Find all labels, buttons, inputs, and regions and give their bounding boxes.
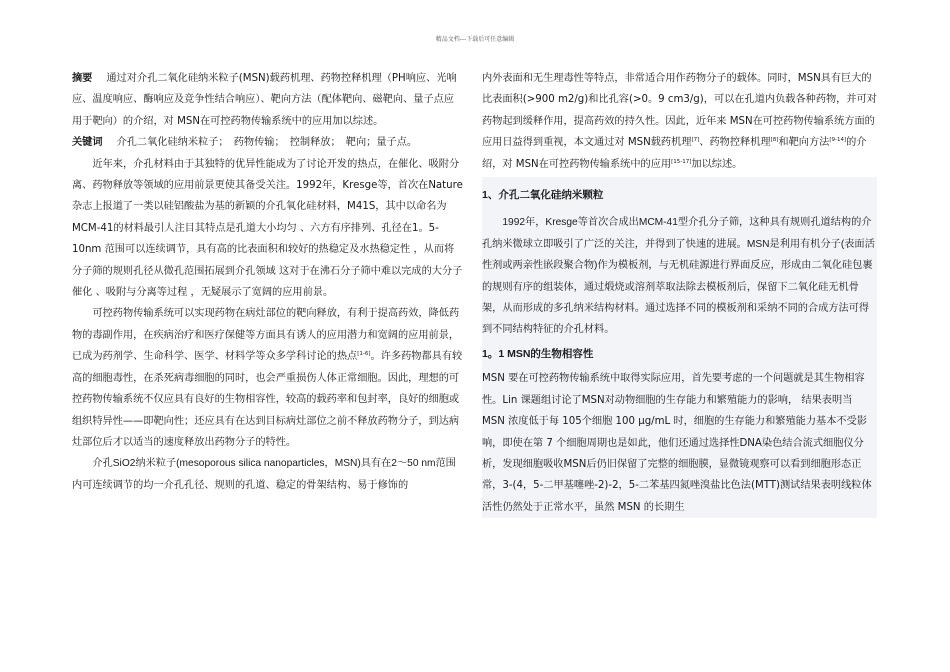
section-1-1-heading: 1。1 MSN的生物相容性	[482, 347, 594, 360]
continuation-text-b: 、药物控释机理	[699, 137, 771, 149]
abstract-text: 通过对介孔二氧化硅纳米粒子(MSN)载药机理、药物控释机理（PH响应、光响应、温度响应、酶响应及竞争性结合响应）、靶向方法（配体靶向、磁靶向、量子点应用于靶向）的介绍，对 MSN在可控药物传输系统中的应用加以综述。	[72, 73, 457, 127]
citation-7: [7]	[691, 137, 700, 144]
left-column	[72, 68, 464, 496]
abstract-paragraph	[72, 68, 464, 132]
section-1-paragraph: 1992年，Kresge等首次合成出MCM-41型介孔分子筛，这种具有规则孔道结构的介孔纳米微球立即吸引了广泛的关注，并得到了快速的进展。MSN是利用有机分子(表面活性剂或两亲性嵌段聚合物)作为模板剂，与无机硅源进行界面反应，形成由二氧化硅包裹的规则有序的组装体，通过煅烧或溶剂萃取法除去模板剂后，保留下二氧化硅无机骨架，从而形成的多孔纳米结构材料。通过选择不同的模板剂和采纳不同的合成方法可得到不同结构特征的介孔材料。	[482, 217, 875, 336]
section-1-block	[482, 177, 877, 518]
citation-8: [8]	[770, 137, 779, 144]
citation-15-17: [15-17]	[671, 158, 692, 165]
section-1-heading: 1、介孔二氧化硅纳米颗粒	[482, 189, 604, 202]
section-1-1-paragraph: MSN 要在可控药物传输系统中取得实际应用，首先要考虑的一个问题就是其生物相容性。Lin 课题组讨论了MSN对动物细胞的生存能力和繁殖能力的影响， 结果表明当 MSN 浓度低于每 105个细胞 100 μg/mL 时，细胞的生存能力和繁殖能力基本不受影响，即使在第 7 个细胞周期也是如此，他们还通过选择性DNA染色结合流式细胞仪分析，发现细胞吸收MSN后仍旧保留了完整的细胞膜，显微镜观察可以看到细胞形态正常，3-(4，5-二甲基噻唑-2)-2，5-二苯基四氮唑溴盐比色法(MTT)测试结果表明线粒体活性仍然处于正常水平，虽然 MSN 的长期生	[482, 373, 872, 513]
intro-paragraph-2	[72, 303, 464, 453]
intro-paragraph-2-text-a: 可控药物传输系统可以实现药物在病灶部位的靶向释放，有利于提高药效，降低药物的毒副作用，在疾病治疗和医疗保健等方面具有诱人的应用潜力和宽阔的应用前景，已成为药剂学、生命科学、医学、材料学等众多学科讨论的热点	[72, 308, 460, 363]
page-header: 精品文档---下载后可任意编辑	[435, 36, 515, 43]
abstract-label: 摘要	[72, 73, 93, 84]
keywords-text: 介孔二氧化硅纳米粒子； 药物传输； 控制释放； 靶向；量子点。	[116, 137, 418, 149]
citation-9-14: [9-14]	[829, 137, 847, 144]
continuation-text-d: 的介绍，对 MSN在可控药物传输系统中的应用	[482, 137, 867, 170]
continuation-text-c: 和靶向方法	[778, 137, 830, 149]
intro-continuation	[482, 68, 877, 175]
intro-paragraph-3: 介孔SiO2纳米粒子(mesoporous silica nanoparticles，MSN)具有在2～50 nm范围内可连续调节的均一介孔孔径、规则的孔道、稳定的骨架结构、易于修饰的	[72, 458, 456, 491]
citation-1-6: [1-6]	[357, 351, 371, 358]
right-column	[482, 68, 877, 518]
continuation-text-e: 加以综述。	[691, 158, 743, 170]
intro-paragraph-2-text-b: 。许多药物都具有较高的细胞毒性，在杀死病毒细胞的同时，也会严重损伤人体正常细胞。因此，理想的可控药物传输系统不仅应具有良好的生物相容性，较高的载药率和包封率，良好的细胞或组织特异性——即靶向性；还应具有在达到目标病灶部位之前不释放药物分子，到达病灶部位后才以适当的速度释放出药物分子的特性。	[72, 351, 463, 448]
keywords-label: 关键词	[72, 137, 103, 149]
keywords-paragraph	[72, 132, 464, 153]
continuation-text-a: 内外表面和无生理毒性等特点，非常适合用作药物分子的载体。同时，MSN具有巨大的比表面积(>900 m2/g)和比孔容(>0。9 cm3/g)，可以在孔道内负载各种药物，并可对药物起到缓释作用，提高药效的持久性。因此，近年来 MSN在可控药物传输系统方面的应用日益得到重视，本文通过对 MSN载药机理	[482, 73, 877, 149]
intro-paragraph-1: 近年来，介孔材料由于其独特的优异性能成为了讨论开发的热点，在催化、吸附分离、药物释放等领域的应用前景更使其备受关注。1992年，Kresge等，首次在Nature杂志上报道了一类以硅铝酸盐为基的新颖的介孔氧化硅材料，M41S，其中以命名为MCM-41的材料最引人注目其特点是孔道大小均匀 、六方有序排列、孔径在1。5-10nm 范围可以连续调节，具有高的比表面积和较好的热稳定及水热稳定性 ，从而将分子筛的规则孔径从微孔范围拓展到介孔领域 这对于在沸石分子筛中难以完成的大分子催化 、吸附与分离等过程 ，无疑展示了宽阔的应用前景。	[72, 158, 463, 299]
